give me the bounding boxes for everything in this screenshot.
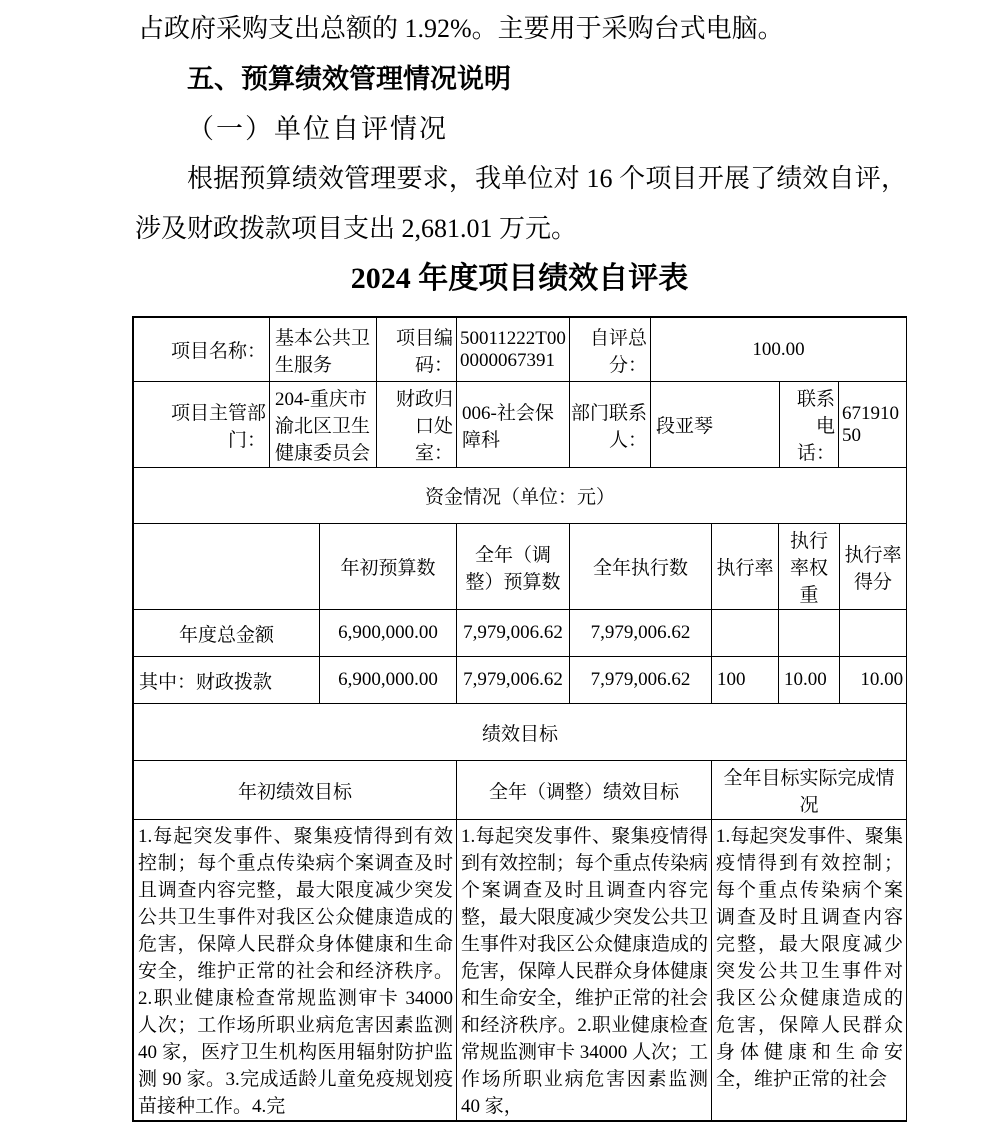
funding-initial-value: 6,900,000.00 [320, 610, 457, 657]
project-name-value: 基本公共卫生服务 [270, 318, 377, 382]
dept-label: 项目主管部门： [134, 382, 270, 468]
evaluation-table [132, 316, 907, 1122]
funding-weight-value [779, 610, 840, 657]
funding-banner: 资金情况（单位：元） [134, 468, 907, 524]
goals-header-actual: 全年目标实际完成情况 [712, 761, 907, 820]
phone-label: 联系电话： [780, 382, 839, 468]
contact-value: 段亚琴 [651, 382, 780, 468]
funding-row-label: 其中：财政拨款 [134, 657, 320, 704]
funding-header-rate-score: 执行率得分 [840, 524, 907, 610]
funding-row-total [134, 610, 907, 657]
funding-adjusted-value: 7,979,006.62 [457, 657, 570, 704]
funding-table [133, 467, 907, 704]
intro-line: 占政府采购支出总额的 1.92%。主要用于采购台式电脑。 [138, 14, 784, 43]
self-score-value: 100.00 [651, 318, 907, 382]
project-name-row [134, 318, 907, 382]
funding-rate-value [712, 610, 779, 657]
funding-score-value: 10.00 [840, 657, 907, 704]
funding-initial-value: 6,900,000.00 [320, 657, 457, 704]
phone-value: 67191050 [839, 382, 907, 468]
department-row [134, 382, 907, 468]
goals-table [133, 703, 907, 1121]
funding-weight-value: 10.00 [779, 657, 840, 704]
goals-header-row [134, 761, 907, 820]
funding-header-initial: 年初预算数 [320, 524, 457, 610]
table-title: 2024 年度项目绩效自评表 [350, 262, 689, 295]
funding-score-value [840, 610, 907, 657]
goals-banner: 绩效目标 [134, 704, 907, 761]
goals-header-adjusted: 全年（调整）绩效目标 [457, 761, 712, 820]
funding-banner-row [134, 468, 907, 524]
project-info-table [133, 317, 907, 468]
dept-value: 204-重庆市渝北区卫生健康委员会 [270, 382, 377, 468]
goal-text-actual: 1.每起突发事件、聚集疫情得到有效控制；每个重点传染病个案调查及时且调查内容完整，最大限度减少突发公共卫生事件对我区公众健康造成的危害，保障人民群众身体健康和生命安全，维护正常的社会 [712, 820, 907, 1121]
body-paragraph: 根据预算绩效管理要求，我单位对 16 个项目开展了绩效自评，涉及财政拨款项目支出 2,681.01 万元。 [135, 164, 907, 243]
funding-header-rate: 执行率 [712, 524, 779, 610]
funding-executed-value: 7,979,006.62 [570, 657, 712, 704]
funding-header-row [134, 524, 907, 610]
funding-header-blank [134, 524, 320, 610]
subsection-heading: （一）单位自评情况 [187, 114, 448, 144]
project-name-label: 项目名称： [134, 318, 270, 382]
finance-office-value: 006-社会保障科 [457, 382, 570, 468]
funding-executed-value: 7,979,006.62 [570, 610, 712, 657]
goals-banner-row [134, 704, 907, 761]
funding-row-label: 年度总金额 [134, 610, 320, 657]
funding-header-adjusted: 全年（调整）预算数 [457, 524, 570, 610]
funding-header-executed: 全年执行数 [570, 524, 712, 610]
goals-header-initial: 年初绩效目标 [134, 761, 457, 820]
funding-rate-value: 100 [712, 657, 779, 704]
funding-row-fiscal [134, 657, 907, 704]
project-code-label: 项目编码： [377, 318, 457, 382]
contact-label: 部门联系人： [570, 382, 651, 468]
funding-header-rate-weight: 执行率权重 [779, 524, 840, 610]
funding-adjusted-value: 7,979,006.62 [457, 610, 570, 657]
finance-office-label: 财政归口处室： [377, 382, 457, 468]
self-score-label: 自评总分： [570, 318, 651, 382]
section-heading: 五、预算绩效管理情况说明 [187, 64, 511, 94]
goals-text-row [134, 820, 907, 1121]
goal-text-adjusted: 1.每起突发事件、聚集疫情得到有效控制；每个重点传染病个案调查及时且调查内容完整，最大限度减少突发公共卫生事件对我区公众健康造成的危害，保障人民群众身体健康和生命安全，维护正常的社会和经济秩序。2.职业健康检查常规监测审卡 34000 人次；工作场所职业病危害因素监测 40 家， [457, 820, 712, 1121]
page-content [132, 0, 907, 1122]
project-code-value: 50011222T000000067391 [457, 318, 570, 382]
goal-text-initial: 1.每起突发事件、聚集疫情得到有效控制；每个重点传染病个案调查及时且调查内容完整，最大限度减少突发公共卫生事件对我区公众健康造成的危害，保障人民群众身体健康和生命安全，维护正常的社会和经济秩序。2.职业健康检查常规监测审卡 34000 人次；工作场所职业病危害因素监测 40 家，医疗卫生机构医用辐射防护监测 90 家。3.完成适龄儿童免疫规划疫苗接种工作。4.完 [134, 820, 457, 1121]
